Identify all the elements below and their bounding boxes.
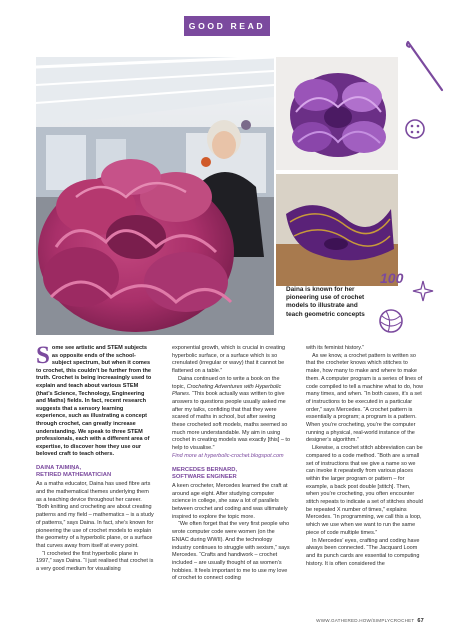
- photo-purple-hyperbolic-model: [276, 57, 398, 170]
- paragraph: “We often forget that the very first people who wrote computer code were women (on the ENIAC during WWII). And the technology industry continues to struggle with sexism,” says Mercedes. “Crafts and handiwork – crochet included – are usually thought of as women’s hobbies. It feels important to me to use my love of crochet to connect coding: [172, 521, 290, 582]
- photo-caption: Daina is known for her pioneering use of crochet models to illustrate and teach geometric concepts: [286, 286, 365, 318]
- paragraph: A keen crocheter, Mercedes learned the craft at around age eight. After studying computer science in college, she saw a lot of parallels between crochet and coding and was ultimately inspired to explore the topic more.: [172, 482, 288, 520]
- footer-url[interactable]: WWW.GATHERED.HOW/SIMPLYCROCHET: [316, 618, 415, 623]
- paragraph: exponential growth, which is crucial in creating hyperbolic surface, or a surface which is so crenulated (irregular or wavy) that it cannot be flattened on a table.”: [172, 345, 286, 375]
- drop-cap: S: [36, 342, 50, 369]
- paragraph: As we know, a crochet pattern is written so that the crocheter knows which stitches to make, how many to make and where to make them. A computer program is a series of lines of code compiled to tell a machine what to do, how many times, and when. “In both cases, it’s a set of instructions to be executed in a particular order,” says Mercedes. “A crochet pattern is essentially a program; a program is a pattern. When you’re crocheting, you’re the computer running a physical, real-world instance of the designer’s algorithm.”: [306, 352, 424, 444]
- doodle-number: 100: [380, 270, 404, 286]
- paragraph: As a maths educator, Daina has used fibre arts and the mathematical themes underlying them as a teaching device throughout her career. “Both knitting and crocheting are about creating patterns and my field – mathematics – is a study of patterns,” says Daina. In fact, she’s known for pioneering the use of crochet models to explain the geometry of a hyperbolic plane, or a surface that curves away from itself at every point.: [36, 481, 154, 549]
- button-icon: [404, 118, 426, 140]
- photo-crochet-sculpture: [36, 57, 274, 335]
- purple-crochet-image: [276, 57, 398, 170]
- subheading-mercedes: MERCEDES BERNARD, SOFTWARE ENGINEER: [172, 466, 238, 480]
- subheading-daina: DAINA TAIMIŅA, RETIRED MATHEMATICIAN: [36, 464, 112, 479]
- paragraph: In Mercedes’ eyes, crafting and coding have always been connected. “The Jacquard Loom and its punch cards are essential to computing history. It is often considered the: [306, 537, 420, 567]
- paragraph: Daina continued on to write a book on the topic, Crocheting Adventures with Hyperbolic Planes. “This book actually was written to give answers to questions people usually asked me after my talks, confiding that that they were scared of maths in school, but after seeing these crocheted soft models, maths seemed so much more understandable. My aim in using crochet in creating models was exactly [this] – to help to visualise.”: [172, 375, 290, 452]
- intro-paragraph: Some see artistic and STEM subjects as opposite ends of the school-subject spectrum, but when it comes to crochet, this couldn’t be further from the truth. Crochet is being increasingly used to explain and teach about various STEM (that’s Science, Technology, Engineering and Maths) fields. In fact, recent research suggests that a sensory learning experience, such as illustrating a concept through crochet, can greatly increase understanding. We speak to three STEM professionals, each with a different area of expertise, to discover how they use our beloved craft to teach others.: [36, 342, 152, 458]
- section-header: [184, 16, 270, 36]
- sparkle-icon: [412, 280, 434, 302]
- library-scene-image: [36, 57, 274, 335]
- article-column-2: [172, 345, 290, 583]
- page-number: 67: [417, 618, 424, 624]
- article-column-1: [36, 342, 154, 574]
- book-title: Crocheting Adventures with Hyperbolic Planes: [172, 383, 282, 398]
- paragraph: with its feminist history.”: [306, 345, 364, 351]
- section-title: GOOD READ: [188, 21, 266, 31]
- crochet-hook-icon: [404, 38, 448, 94]
- paragraph: Likewise, a crochet stitch abbreviation can be compared to a code method. “Both are a small set of instructions that we give a name so we can invoke it repeatedly from various places within the larger program or pattern – for example, a back post double [stitch]. Then, when you’re crocheting, you often encounter stitch repeats to indicate a set of stitches should be repeated X number of times,” explains Mercedes. “In programming, we call this a loop, which we use when we want to run the same piece of code multiple times.”: [306, 445, 423, 536]
- article-column-3: [306, 345, 424, 568]
- paragraph: “I crocheted the first hyperbolic plane in 1997,” says Daina. “I just realised that crochet is a very good medium for visualising: [36, 550, 154, 573]
- yarn-ball-icon: [376, 306, 406, 336]
- page-footer: [316, 618, 424, 624]
- website-link[interactable]: Find more at hyperbolic-crochet.blogspot.com: [172, 452, 284, 459]
